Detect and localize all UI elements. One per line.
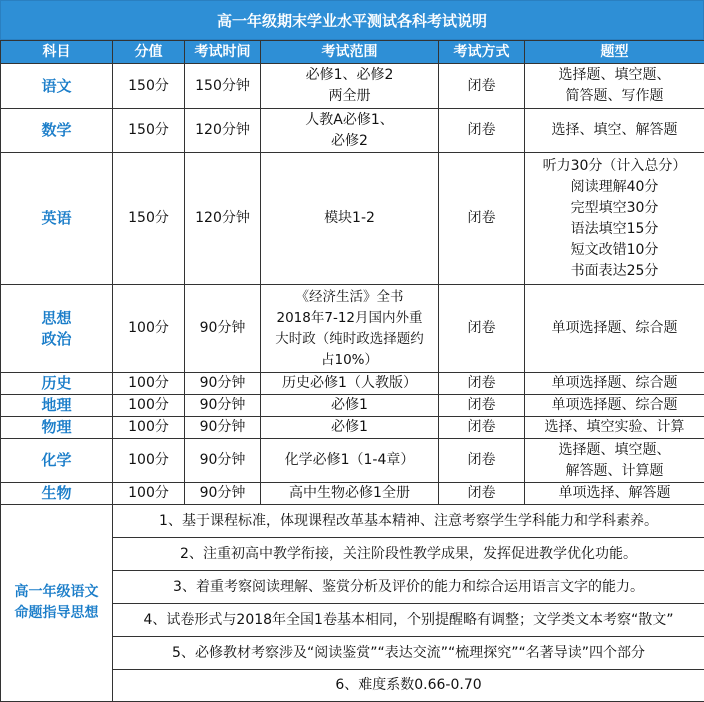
types-cell: 选择、填空实验、计算 xyxy=(525,417,704,439)
table-row xyxy=(1,395,704,417)
mode-cell: 闭卷 xyxy=(439,483,525,505)
guide-item: 5、必修教材考察涉及“阅读鉴赏”“表达交流”“梳理探究”“名著导读”四个部分 xyxy=(113,637,704,670)
scope-cell: 必修1、必修2 两全册 xyxy=(261,64,439,109)
score-cell: 150分 xyxy=(113,64,185,109)
time-cell: 120分钟 xyxy=(185,109,261,153)
header-time: 考试时间 xyxy=(185,41,261,64)
header-subject: 科目 xyxy=(1,41,113,64)
time-cell: 90分钟 xyxy=(185,395,261,417)
subject-cell: 地理 xyxy=(1,395,113,417)
table-row xyxy=(1,417,704,439)
types-cell: 选择、填空、解答题 xyxy=(525,109,704,153)
subject-cell: 数学 xyxy=(1,109,113,153)
mode-cell: 闭卷 xyxy=(439,64,525,109)
subject-cell: 语文 xyxy=(1,64,113,109)
scope-cell: 必修1 xyxy=(261,417,439,439)
guide-item: 2、注重初高中教学衔接，关注阶段性教学成果，发挥促进教学优化功能。 xyxy=(113,538,704,571)
mode-cell: 闭卷 xyxy=(439,417,525,439)
types-cell: 单项选择题、综合题 xyxy=(525,373,704,395)
subject-cell: 英语 xyxy=(1,153,113,285)
score-cell: 100分 xyxy=(113,483,185,505)
types-cell: 单项选择题、综合题 xyxy=(525,395,704,417)
subject-cell: 思想 政治 xyxy=(1,285,113,373)
scope-cell: 必修1 xyxy=(261,395,439,417)
types-cell: 选择题、填空题、 简答题、写作题 xyxy=(525,64,704,109)
guide-label: 高一年级语文 命题指导思想 xyxy=(1,505,113,702)
score-cell: 100分 xyxy=(113,439,185,483)
time-cell: 90分钟 xyxy=(185,373,261,395)
mode-cell: 闭卷 xyxy=(439,153,525,285)
guide-item: 6、难度系数0.66-0.70 xyxy=(113,670,704,702)
table-row xyxy=(1,483,704,505)
scope-cell: 历史必修1（人教版） xyxy=(261,373,439,395)
scope-cell: 高中生物必修1全册 xyxy=(261,483,439,505)
time-cell: 90分钟 xyxy=(185,417,261,439)
time-cell: 90分钟 xyxy=(185,439,261,483)
guide-row xyxy=(1,505,704,538)
types-cell: 单项选择、解答题 xyxy=(525,483,704,505)
score-cell: 100分 xyxy=(113,417,185,439)
table-row xyxy=(1,64,704,109)
guide-item: 3、着重考察阅读理解、鉴赏分析及评价的能力和综合运用语言文字的能力。 xyxy=(113,571,704,604)
subject-cell: 化学 xyxy=(1,439,113,483)
guide-item: 1、基于课程标准，体现课程改革基本精神、注意考察学生学科能力和学科素养。 xyxy=(113,505,704,538)
mode-cell: 闭卷 xyxy=(439,439,525,483)
exam-table xyxy=(0,40,704,702)
header-score: 分值 xyxy=(113,41,185,64)
sheet-title: 高一年级期末学业水平测试各科考试说明 xyxy=(0,0,704,40)
subject-cell: 物理 xyxy=(1,417,113,439)
scope-cell: 模块1-2 xyxy=(261,153,439,285)
header-scope: 考试范围 xyxy=(261,41,439,64)
subject-cell: 生物 xyxy=(1,483,113,505)
types-cell: 听力30分（计入总分） 阅读理解40分 完型填空30分 语法填空15分 短文改错10分 书面表达25分 xyxy=(525,153,704,285)
table-row xyxy=(1,373,704,395)
time-cell: 90分钟 xyxy=(185,483,261,505)
score-cell: 150分 xyxy=(113,153,185,285)
time-cell: 150分钟 xyxy=(185,64,261,109)
guide-item: 4、试卷形式与2018年全国1卷基本相同，个别提醒略有调整；文学类文本考察“散文” xyxy=(113,604,704,637)
table-row xyxy=(1,109,704,153)
types-cell: 选择题、填空题、 解答题、计算题 xyxy=(525,439,704,483)
time-cell: 120分钟 xyxy=(185,153,261,285)
mode-cell: 闭卷 xyxy=(439,109,525,153)
mode-cell: 闭卷 xyxy=(439,373,525,395)
mode-cell: 闭卷 xyxy=(439,395,525,417)
table-row xyxy=(1,153,704,285)
header-mode: 考试方式 xyxy=(439,41,525,64)
score-cell: 150分 xyxy=(113,109,185,153)
subject-cell: 历史 xyxy=(1,373,113,395)
scope-cell: 化学必修1（1-4章） xyxy=(261,439,439,483)
time-cell: 90分钟 xyxy=(185,285,261,373)
score-cell: 100分 xyxy=(113,285,185,373)
mode-cell: 闭卷 xyxy=(439,285,525,373)
header-types: 题型 xyxy=(525,41,704,64)
table-row xyxy=(1,439,704,483)
scope-cell: 《经济生活》全书 2018年7-12月国内外重 大时政（纯时政选择题约 占10%） xyxy=(261,285,439,373)
scope-cell: 人教A必修1、 必修2 xyxy=(261,109,439,153)
score-cell: 100分 xyxy=(113,373,185,395)
score-cell: 100分 xyxy=(113,395,185,417)
table-header-row xyxy=(1,41,704,64)
table-row xyxy=(1,285,704,373)
types-cell: 单项选择题、综合题 xyxy=(525,285,704,373)
